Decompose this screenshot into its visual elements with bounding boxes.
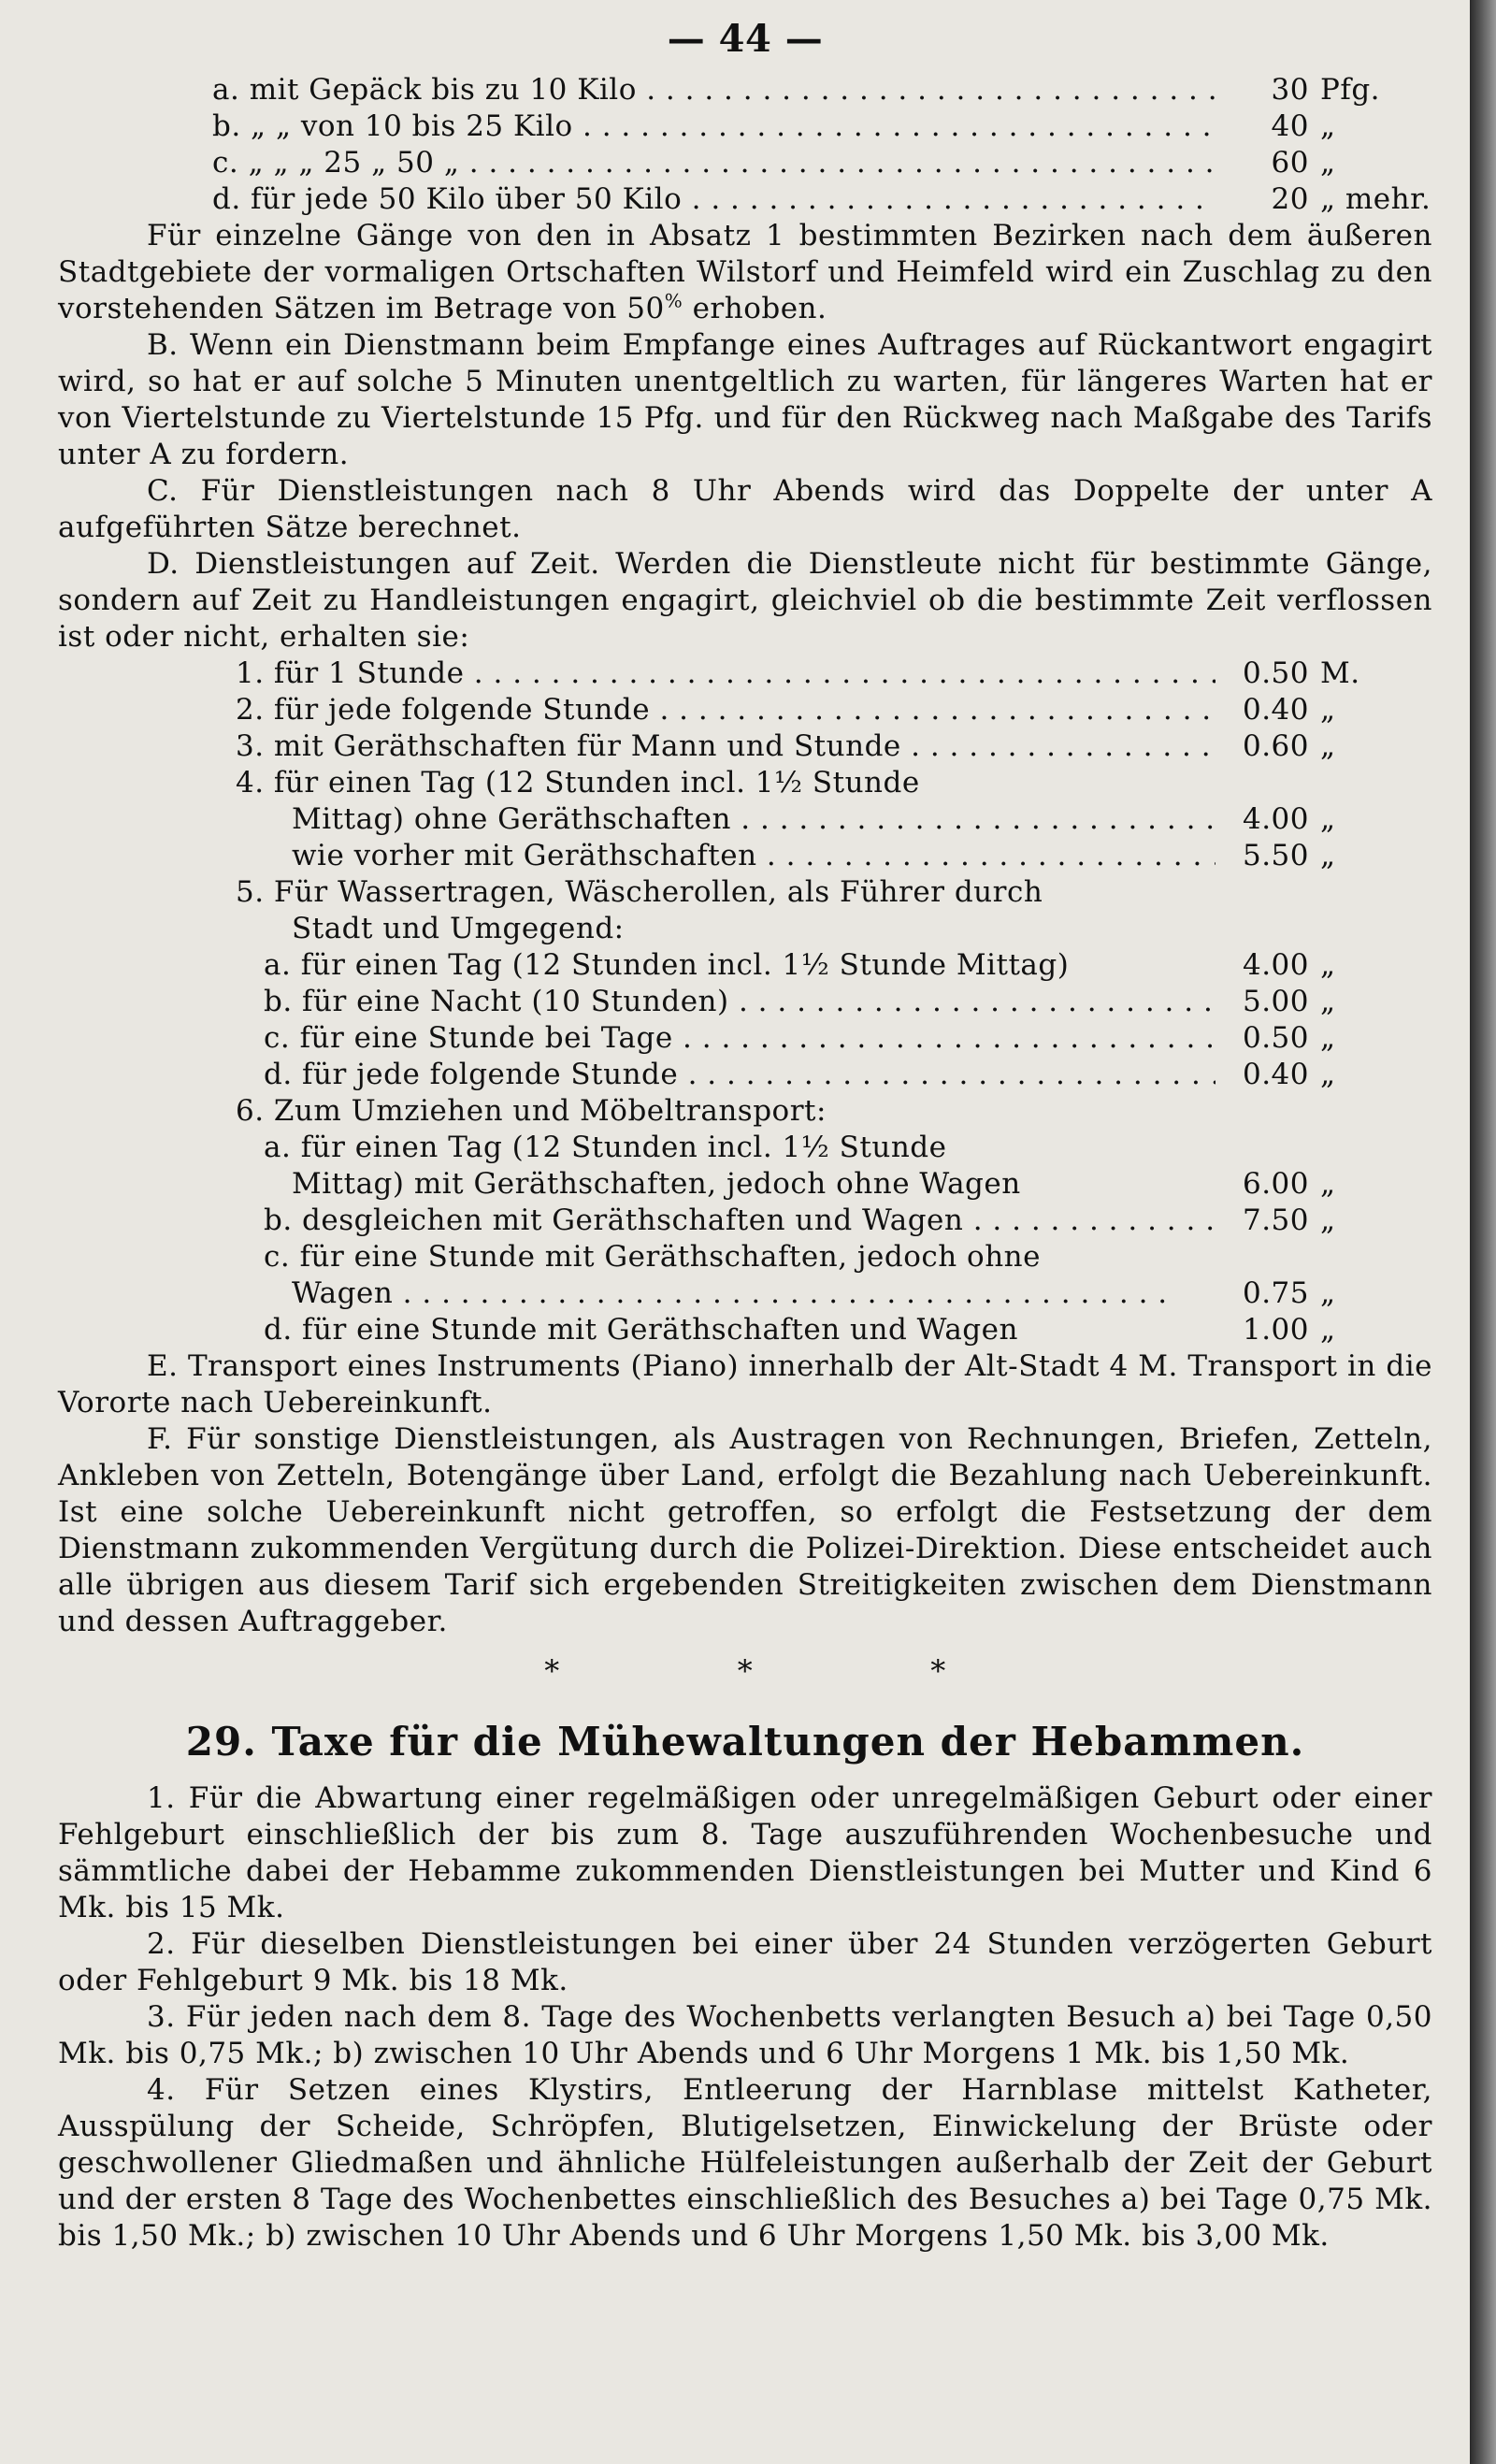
d5-unit: „ [1320,985,1336,1018]
d4-amount: 5.50 [1242,839,1309,872]
d5-row [264,947,1432,984]
d5-label: a. für einen Tag (12 Stunden incl. 1½ Stunde Mittag) [264,948,1070,982]
fee-label: a. mit Gepäck bis zu 10 Kilo [212,73,637,107]
d6-line: 6. Zum Umziehen und Möbeltransport: [236,1094,827,1128]
d6c-line: c. für eine Stunde mit Geräthschaften, jedoch ohne [264,1240,1041,1274]
paragraph-text: erhoben. [683,292,827,325]
d-item-label: 3. mit Geräthschaften für Mann und Stunde [236,729,901,763]
d5-label: b. für eine Nacht (10 Stunden) [264,985,729,1018]
d6-unit: „ [1320,1167,1336,1201]
d-item-unit: „ [1320,729,1336,763]
page-number: — 44 — [667,17,824,61]
paragraph-zuschlag [58,218,1432,327]
d6-amount: 6.00 [1242,1167,1309,1201]
paragraph-D: D. Dienstleistungen auf Zeit. Werden die Dienstleute nicht für bestimmte Gänge, sondern auf Zeit zu Handleistungen engagirt, gleichviel ob die bestimmte Zeit verflossen ist oder nicht, erhalten sie: [58,547,1432,654]
paragraph-F: F. Für sonstige Dienstleistungen, als Austragen von Rechnungen, Briefen, Zetteln, Ankleben von Zetteln, Botengänge über Land, erfolgt die Bezahlung nach Uebereinkunft. Ist eine solche Uebereinkunft nicht getroffen, so erfolgt die Festsetzung der dem Dienstmann zukommenden Vergütung durch die Polizei-Direktion. Diese entscheidet auch alle übrigen aus diesem Tarif sich ergebenden Streitigkeiten zwischen dem Dienstmann und dessen Auftraggeber. [58,1422,1432,1638]
d-item-amount: 0.40 [1242,693,1309,727]
paragraph-C: C. Für Dienstleistungen nach 8 Uhr Abends wird das Doppelte der unter A aufgeführten Sätze berechnet. [58,474,1432,544]
fees-top-list [58,72,1432,218]
d4-label: wie vorher mit Geräthschaften [292,839,757,872]
fee-label: b. „ „ von 10 bis 25 Kilo [212,109,573,143]
d4-rows [236,801,1432,874]
d6-amount: 7.50 [1242,1203,1309,1237]
paragraph-B: B. Wenn ein Dienstmann beim Empfange eines Auftrages auf Rückantwort engagirt wird, so hat er auf solche 5 Minuten unentgeltlich zu warten, für längeres Warten hat er von Viertelstunde zu Viertelstunde 15 Pfg. und für den Rückweg nach Maßgabe des Tarifs unter A zu fordern. [58,328,1432,471]
fee-unit: „ mehr. [1320,182,1431,216]
hebammen-item-1: 1. Für die Abwartung einer regelmäßigen oder unregelmäßigen Geburt oder einer Fehlgeburt einschließlich der bis zum 8. Tage auszuführenden Wochenbesuche und sämmtliche dabei der Hebamme zukommenden Dienstleistungen bei Mutter und Kind 6 Mk. bis 15 Mk. [58,1781,1432,1924]
fee-row [212,108,1432,145]
d5-unit: „ [1320,1058,1336,1091]
fee-row [212,72,1432,108]
d5-amount: 0.50 [1242,1021,1309,1055]
d6-label: d. für eine Stunde mit Geräthschaften und Wagen [264,1313,1018,1347]
d5-label: d. für jede folgende Stunde [264,1058,679,1091]
page-content [58,17,1432,2255]
fee-amount: 30 [1271,73,1309,107]
hebammen-item-4: 4. Für Setzen eines Klystirs, Entleerung der Harnblase mittelst Katheter, Ausspülung der Scheide, Schröpfen, Blutigelsetzen, Einwickelung der Brüste oder geschwollener Gliedmaßen und ähnliche Hülfeleistungen außerhalb der Zeit der Geburt und der ersten 8 Tage des Wochenbettes einschließlich des Besuches a) bei Tage 0,75 Mk. bis 1,50 Mk.; b) zwischen 10 Uhr Abends und 6 Uhr Morgens 1,50 Mk. bis 3,00 Mk. [58,2073,1432,2253]
d6-row [264,1275,1432,1312]
divider-star: * [544,1653,560,1689]
fee-unit: Pfg. [1320,73,1381,107]
d-item-row [236,656,1432,692]
section-heading: 29. Taxe für die Mühewaltungen der Hebammen. [185,1719,1305,1765]
d6-amount: 1.00 [1242,1313,1309,1347]
d6-label: Mittag) mit Geräthschaften, jedoch ohne Wagen [292,1167,1021,1201]
fee-label: d. für jede 50 Kilo über 50 Kilo [212,182,683,216]
divider-star: * [737,1653,754,1689]
d5-row [264,984,1432,1020]
fee-row [212,181,1432,218]
d4-line: 4. für einen Tag (12 Stunden incl. 1½ Stunde [236,766,920,800]
d-item-unit: M. [1320,656,1360,690]
fee-unit: „ [1320,109,1336,143]
d-item-amount: 0.60 [1242,729,1309,763]
d5-row [264,1020,1432,1057]
d-items-list [58,656,1432,1348]
d-item-label: 1. für 1 Stunde [236,656,465,690]
d6-unit: „ [1320,1276,1336,1310]
d6-label: Wagen [292,1276,394,1310]
section-divider [58,1653,1432,1690]
hebammen-item-2: 2. Für dieselben Dienstleistungen bei einer über 24 Stunden verzögerten Geburt oder Fehlgeburt 9 Mk. bis 18 Mk. [58,1927,1432,1997]
fee-amount: 20 [1271,182,1309,216]
hebammen-item-3: 3. Für jeden nach dem 8. Tage des Wochenbetts verlangten Besuch a) bei Tage 0,50 Mk. bis 0,75 Mk.; b) zwischen 10 Uhr Abends und 6 Uhr Morgens 1 Mk. bis 1,50 Mk. [58,2000,1432,2070]
d-item-amount: 0.50 [1242,656,1309,690]
d5-line-2: Stadt und Umgegend: [292,912,625,945]
d5-line: 5. Für Wassertragen, Wäscherollen, als Führer durch [236,875,1043,909]
d5-amount: 4.00 [1242,948,1309,982]
d-item-unit: „ [1320,693,1336,727]
d4-label: Mittag) ohne Geräthschaften [292,802,731,836]
d-item-row [236,728,1432,765]
divider-star: * [930,1653,946,1689]
d5-row [264,1057,1432,1093]
d6-block [236,1130,1432,1348]
d5-unit: „ [1320,1021,1336,1055]
d6-amount: 0.75 [1242,1276,1309,1310]
d4-row [292,801,1432,838]
fee-unit: „ [1320,146,1336,180]
d6a-line: a. für einen Tag (12 Stunden incl. 1½ Stunde [264,1131,947,1164]
d6-row [264,1203,1432,1239]
page-edge-shadow [1470,0,1496,2464]
d6-label: b. desgleichen mit Geräthschaften und Wagen [264,1203,964,1237]
d5-amount: 0.40 [1242,1058,1309,1091]
d4-unit: „ [1320,802,1336,836]
d-item-label: 2. für jede folgende Stunde [236,693,651,727]
d6-unit: „ [1320,1313,1336,1347]
d-item-row [236,692,1432,728]
d6-unit: „ [1320,1203,1336,1237]
d5-label: c. für eine Stunde bei Tage [264,1021,673,1055]
d5-amount: 5.00 [1242,985,1309,1018]
paragraph-text: Für einzelne Gänge von den in Absatz 1 bestimmten Bezirken nach dem äußeren Stadtgebiete der vormaligen Ortschaften Wilstorf und Heimfeld wird ein Zuschlag zu den vorstehenden Sätzen im Betrage von 50 [58,219,1432,325]
fee-amount: 60 [1271,146,1309,180]
d5-unit: „ [1320,948,1336,982]
d4-unit: „ [1320,839,1336,872]
d6-row [264,1312,1432,1348]
d5-rows [236,947,1432,1093]
fee-amount: 40 [1271,109,1309,143]
d6-row [264,1166,1432,1203]
d4-amount: 4.00 [1242,802,1309,836]
fee-row [212,145,1432,181]
paragraph-E: E. Transport eines Instruments (Piano) innerhalb der Alt-Stadt 4 M. Transport in die Vororte nach Uebereinkunft. [58,1349,1432,1419]
fee-label: c. „ „ „ 25 „ 50 „ [212,146,460,180]
percent-sign: % [664,289,683,312]
d4-row [292,838,1432,874]
